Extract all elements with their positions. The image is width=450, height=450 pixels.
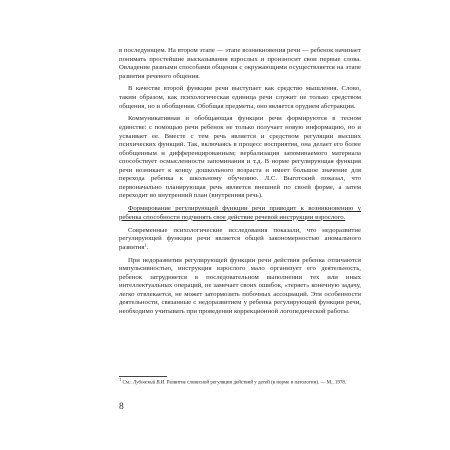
body-text <box>119 47 361 321</box>
paragraph-2: В качестве второй функции речи выступает как средство мышления. Слово, таким образом, как психологическая единица речи служит не только средством общения, но и обобщения. Обобщая предметы, оно является орудием абстракции. <box>119 85 361 110</box>
footnote-marker: 1 <box>119 377 122 382</box>
footnote-reference: 1 <box>144 242 147 248</box>
footnote-text: Развитие словесной регуляции действий у детей (в норме и патологии). — М., 1978. <box>166 380 347 386</box>
page-number: 8 <box>119 402 124 412</box>
paragraph-6: При недоразвитии регулирующей функции речи действия ребенка отличаются импульсивностью, инструкция взрослого мало организует его деятельность, ребенок затрудняется в последовательном выполнении тех или иных интеллектуальных операций, не замечает своих ошибок, «теряет» конечную задачу, легко отвлекается, не может затормозить побочных ассоциаций. Эти особенности деятельности, связанные с недоразвитием у ребенка регулирующей функции речи, необходимо учитывать при проведении коррекционной логопедической работы. <box>119 256 361 315</box>
paragraph-3: Коммуникативная и обобщающая функции речи формируются в тесном единстве: с помощью речи ребенок не только получает новую информацию, но и усваивает ее. Вместе с тем речь является и средством регуляции высших психических функций. Так, включаясь в процесс восприятия, она делает его более обобщенным и дифференцированным; вербализация запоминаемого материала способствует осмысленности запоминания и т.д. В норме регулирующая функция речи возникает к концу дошкольного возраста и имеет большое значение для перехода ребенка к школьному обучению. Л.С. Выготский показал, что первоначально планирующая речь является внешней по своей форме, а затем переходит во внутренний план (внутренняя речь). <box>119 115 361 200</box>
footnote-prefix: См.: <box>122 380 132 386</box>
footnote-author: Лубовский В.И. <box>132 380 166 386</box>
paragraph-1: в последующем. На втором этапе — этапе возникновения речи — ребенок начинает понимать простейшие высказывания взрослых и произносит свои первые слова. Овладение разными способами общения с окружающими осуществляется на этапе развития речевого общения. <box>119 47 361 80</box>
footnote-divider <box>119 376 167 377</box>
paragraph-4: Формирование регулирующей функции речи приводит к возникновению у ребенка способности подчинять свое действие речевой инструкции взрослого. <box>119 205 361 221</box>
paragraph-5-text: Современные психологические исследования показали, что недоразвитие регулирующей функции речи является общей закономерностью аномального развития <box>119 226 361 251</box>
paragraph-5: Современные психологические исследования показали, что недоразвитие регулирующей функции речи является общей закономерностью аномального развития$^1$. <box>119 226 361 251</box>
footnote <box>119 377 361 387</box>
